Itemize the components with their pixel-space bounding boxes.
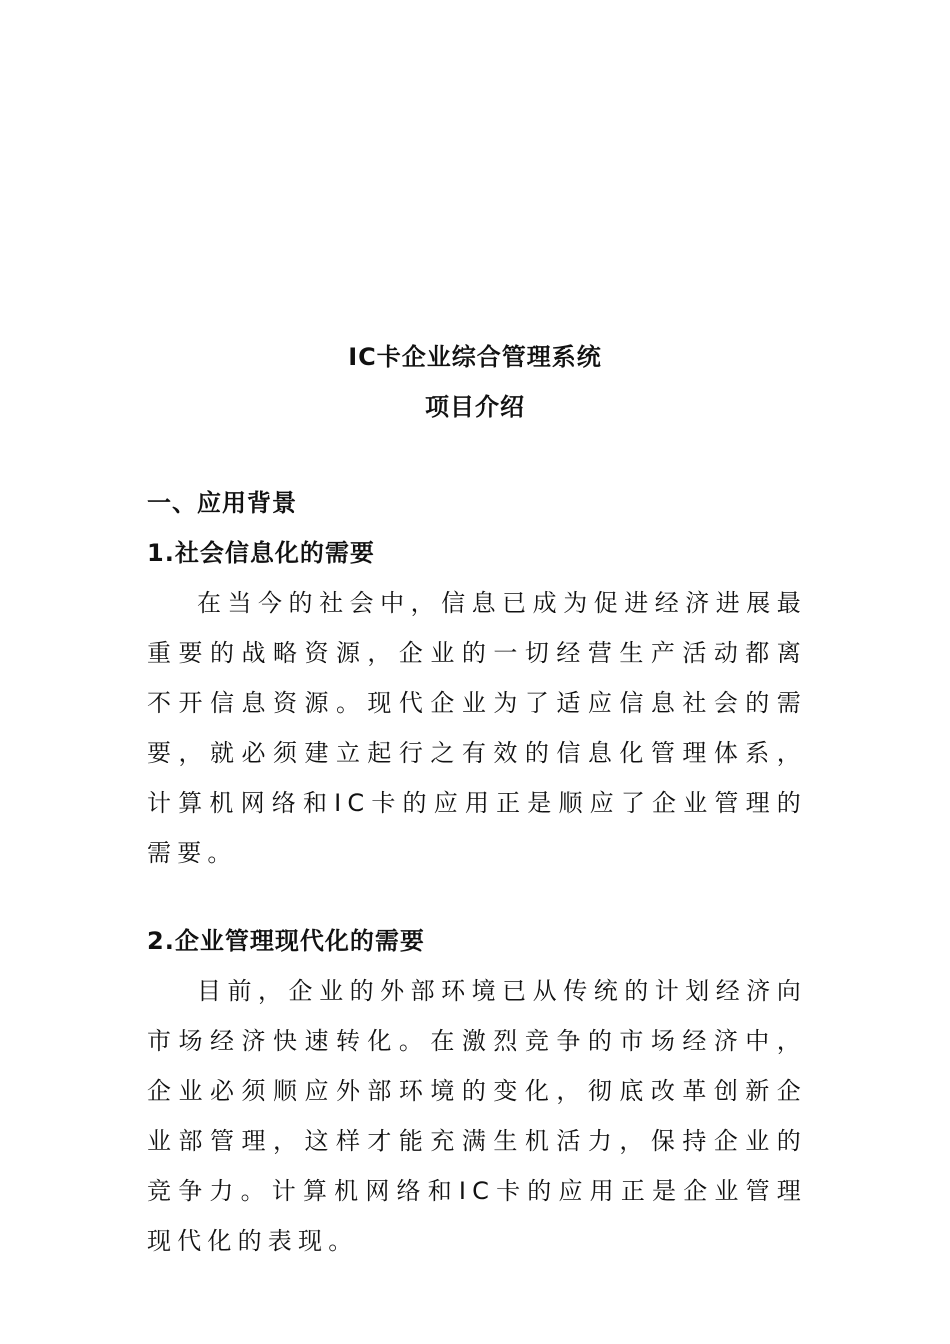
subsection-heading-1: 1.社会信息化的需要 — [147, 539, 375, 567]
subsection-paragraph-1: 在当今的社会中，信息已成为促进经济进展最重要的战略资源，企业的一切经营生产活动都离不开信息资源。现代企业为了适应信息社会的需要，就必须建立起行之有效的信息化管理体系，计算机网络和IC卡的应用正是顺应了企业管理的需要。 — [147, 589, 807, 867]
subsection-paragraph-2: 目前，企业的外部环境已从传统的计划经济向市场经济快速转化。在激烈竞争的市场经济中，企业必须顺应外部环境的变化，彻底改革创新企业部管理，这样才能充满生机活力，保持企业的竞争力。计算机网络和IC卡的应用正是企业管理现代化的表现。 — [147, 977, 807, 1255]
title-block — [0, 332, 950, 432]
document-subtitle: 项目介绍 — [425, 393, 525, 421]
document-body — [147, 478, 807, 1266]
paragraph-spacer — [147, 878, 807, 916]
subsection-heading-2: 2.企业管理现代化的需要 — [147, 927, 425, 955]
document-title: IC卡企业综合管理系统 — [348, 343, 602, 371]
section-heading: 一、应用背景 — [147, 489, 297, 517]
